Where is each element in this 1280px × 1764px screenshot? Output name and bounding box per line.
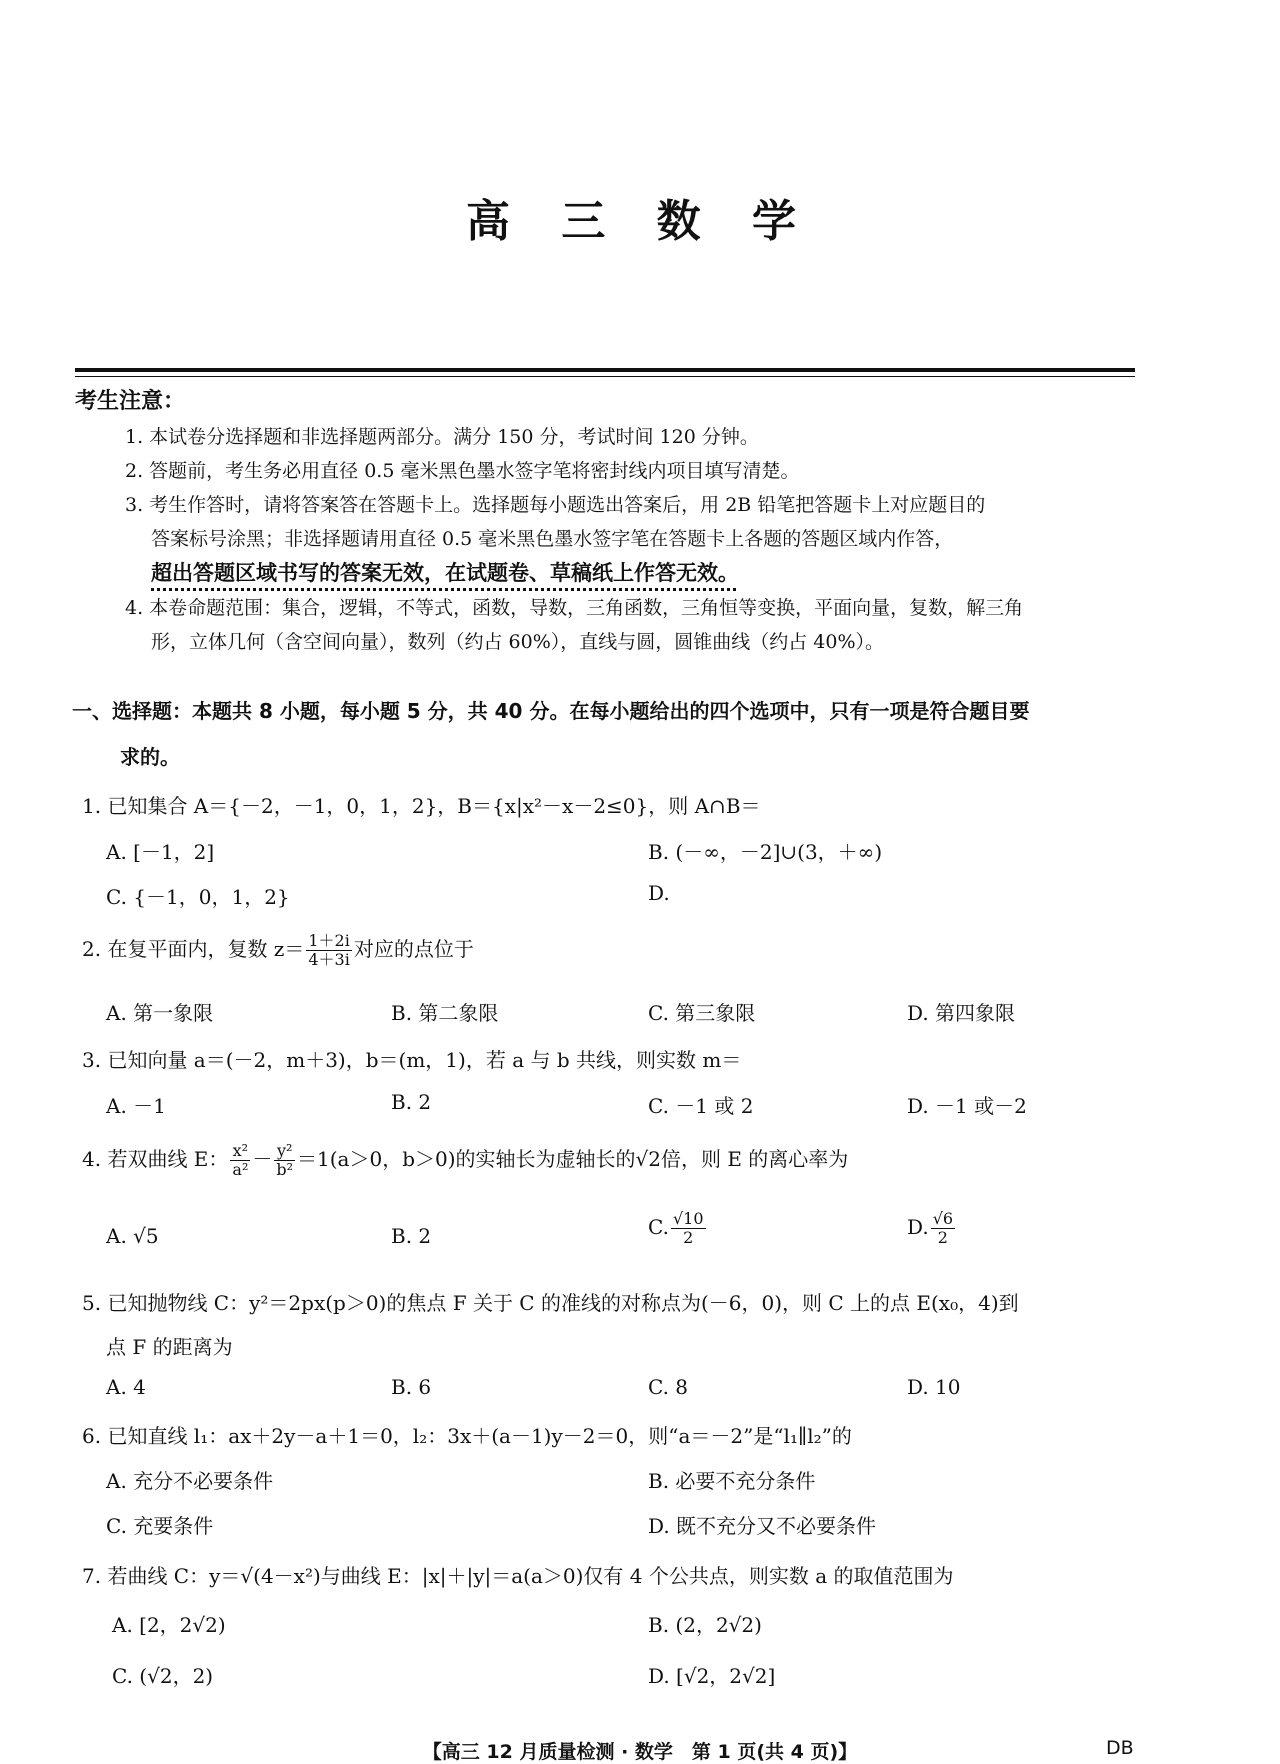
question-1-stem: 1. 已知集合 A＝{－2，－1，0，1，2}，B＝{x|x²－x－2≤0}，则 A∩B＝ bbox=[82, 794, 761, 818]
section-line-1: 一、选择题：本题共 8 小题，每小题 5 分，共 40 分。在每小题给出的四个选项中，只有一项是符合题目要 bbox=[72, 699, 1030, 723]
question-1-option-b: B. (－∞，－2]∪(3，＋∞) bbox=[648, 840, 883, 864]
question-6-option-a: A. 充分不必要条件 bbox=[106, 1469, 274, 1493]
question-4-stem bbox=[82, 1142, 1142, 1179]
notice-heading: 考生注意： bbox=[75, 389, 186, 414]
page-footer: 【高三 12 月质量检测 · 数学 第 1 页(共 4 页)】 bbox=[422, 1741, 858, 1763]
fraction-denominator: 2 bbox=[683, 1228, 694, 1247]
fraction-denominator: a² bbox=[232, 1160, 249, 1179]
notice-emphasis: 超出答题区域书写的答案无效，在试题卷、草稿纸上作答无效。 bbox=[151, 561, 739, 585]
question-2-option-d: D. 第四象限 bbox=[907, 1001, 1016, 1025]
fraction-numerator: 1＋2i bbox=[308, 931, 350, 950]
question-3-stem: 3. 已知向量 a＝(－2，m＋3)，b＝(m，1)，若 a 与 b 共线，则实数 m＝ bbox=[82, 1048, 742, 1072]
fraction-numerator: √6 bbox=[932, 1209, 954, 1228]
question-6-stem: 6. 已知直线 l₁：ax＋2y－a＋1＝0，l₂：3x＋(a－1)y－2＝0，则“a＝－2”是“l₁∥l₂”的 bbox=[82, 1424, 852, 1448]
question-1-option-a: A. [－1，2] bbox=[106, 840, 215, 864]
question-2-fraction bbox=[306, 932, 351, 969]
question-4-stem-pre: 4. 若双曲线 E： bbox=[82, 1147, 229, 1171]
question-2-option-a: A. 第一象限 bbox=[106, 1001, 214, 1025]
fraction-numerator: √10 bbox=[672, 1209, 704, 1228]
question-3-option-c: C. －1 或 2 bbox=[648, 1094, 754, 1118]
question-5-option-c: C. 8 bbox=[648, 1375, 689, 1399]
question-2-option-b: B. 第二象限 bbox=[391, 1001, 499, 1025]
question-7-option-d: D. [√2，2√2] bbox=[648, 1664, 776, 1688]
section-line-2: 求的。 bbox=[120, 745, 180, 769]
option-label: D. bbox=[907, 1215, 929, 1239]
question-5-option-d: D. 10 bbox=[907, 1375, 961, 1399]
question-2-stem-post: 对应的点位于 bbox=[353, 937, 474, 961]
section-heading bbox=[72, 688, 1137, 780]
header-rule-thick bbox=[75, 368, 1135, 372]
question-7-stem: 7. 若曲线 C：y＝√(4－x²)与曲线 E：|x|＋|y|＝a(a＞0)仅有 4 个公共点，则实数 a 的取值范围为 bbox=[82, 1564, 954, 1588]
notice-item: 1. 本试卷分选择题和非选择题两部分。满分 150 分，考试时间 120 分钟。 bbox=[125, 426, 759, 448]
question-7-option-b: B. (2，2√2) bbox=[648, 1613, 762, 1637]
notice-item: 3. 考生作答时，请将答案答在答题卡上。选择题每小题选出答案后，用 2B 铅笔把答题卡上对应题目的 bbox=[125, 494, 986, 516]
option-fraction bbox=[931, 1210, 955, 1247]
exam-title: 高 三 数 学 bbox=[466, 196, 814, 247]
question-1-option-d: D. bbox=[648, 881, 670, 905]
question-6-option-c: C. 充要条件 bbox=[106, 1514, 214, 1538]
question-7-option-a: A. [2，2√2) bbox=[112, 1613, 226, 1637]
question-1-option-c: C. {－1，0，1，2} bbox=[106, 885, 290, 909]
question-5-stem-continued: 点 F 的距离为 bbox=[106, 1335, 233, 1359]
question-6-option-d: D. 既不充分又不必要条件 bbox=[648, 1514, 877, 1538]
question-4-stem-post: ＝1(a＞0，b＞0)的实轴长为虚轴长的√2倍，则 E 的离心率为 bbox=[297, 1147, 849, 1171]
question-5-stem: 5. 已知抛物线 C：y²＝2px(p＞0)的焦点 F 关于 C 的准线的对称点为(－6，0)，则 C 上的点 E(x₀，4)到 bbox=[82, 1291, 1019, 1315]
question-4-option-b: B. 2 bbox=[391, 1224, 432, 1248]
question-7-option-c: C. (√2，2) bbox=[112, 1664, 214, 1688]
page-code: DB bbox=[1106, 1737, 1134, 1759]
notice-item: 2. 答题前，考生务必用直径 0.5 毫米黑色墨水签字笔将密封线内项目填写清楚。 bbox=[125, 460, 800, 482]
question-4-option-a: A. √5 bbox=[106, 1224, 159, 1248]
question-3-option-a: A. －1 bbox=[106, 1094, 166, 1118]
option-label: C. bbox=[648, 1215, 669, 1239]
question-6-option-b: B. 必要不充分条件 bbox=[648, 1469, 816, 1493]
question-5-option-a: A. 4 bbox=[106, 1375, 146, 1399]
notice-item: 4. 本卷命题范围：集合，逻辑，不等式，函数，导数，三角函数，三角恒等变换，平面向量，复数，解三角 bbox=[125, 597, 1024, 619]
header-rule-thin bbox=[75, 376, 1135, 377]
fraction-denominator: 2 bbox=[937, 1228, 948, 1247]
option-fraction bbox=[671, 1210, 706, 1247]
question-2-stem bbox=[82, 932, 1142, 969]
question-4-fraction-x bbox=[230, 1142, 250, 1179]
notice-item: 形，立体几何（含空间向量），数列（约占 60%），直线与圆，圆锥曲线（约占 40%）。 bbox=[151, 631, 885, 653]
question-3-option-b: B. 2 bbox=[391, 1090, 432, 1114]
question-4-minus: － bbox=[252, 1147, 273, 1171]
question-4-option-c bbox=[648, 1210, 708, 1247]
question-4-fraction-y bbox=[274, 1142, 295, 1179]
fraction-numerator: x² bbox=[230, 1142, 250, 1161]
question-2-stem-pre: 2. 在复平面内，复数 z＝ bbox=[82, 937, 305, 961]
fraction-numerator: y² bbox=[274, 1142, 295, 1161]
notice-item: 答案标号涂黑；非选择题请用直径 0.5 毫米黑色墨水签字笔在答题卡上各题的答题区域内作答， bbox=[151, 528, 954, 550]
fraction-denominator: b² bbox=[276, 1160, 294, 1179]
question-4-option-d bbox=[907, 1210, 957, 1247]
fraction-denominator: 4＋3i bbox=[308, 950, 350, 969]
question-5-option-b: B. 6 bbox=[391, 1375, 432, 1399]
notice-list bbox=[125, 420, 1135, 659]
question-2-option-c: C. 第三象限 bbox=[648, 1001, 756, 1025]
question-3-option-d: D. －1 或－2 bbox=[907, 1094, 1027, 1118]
